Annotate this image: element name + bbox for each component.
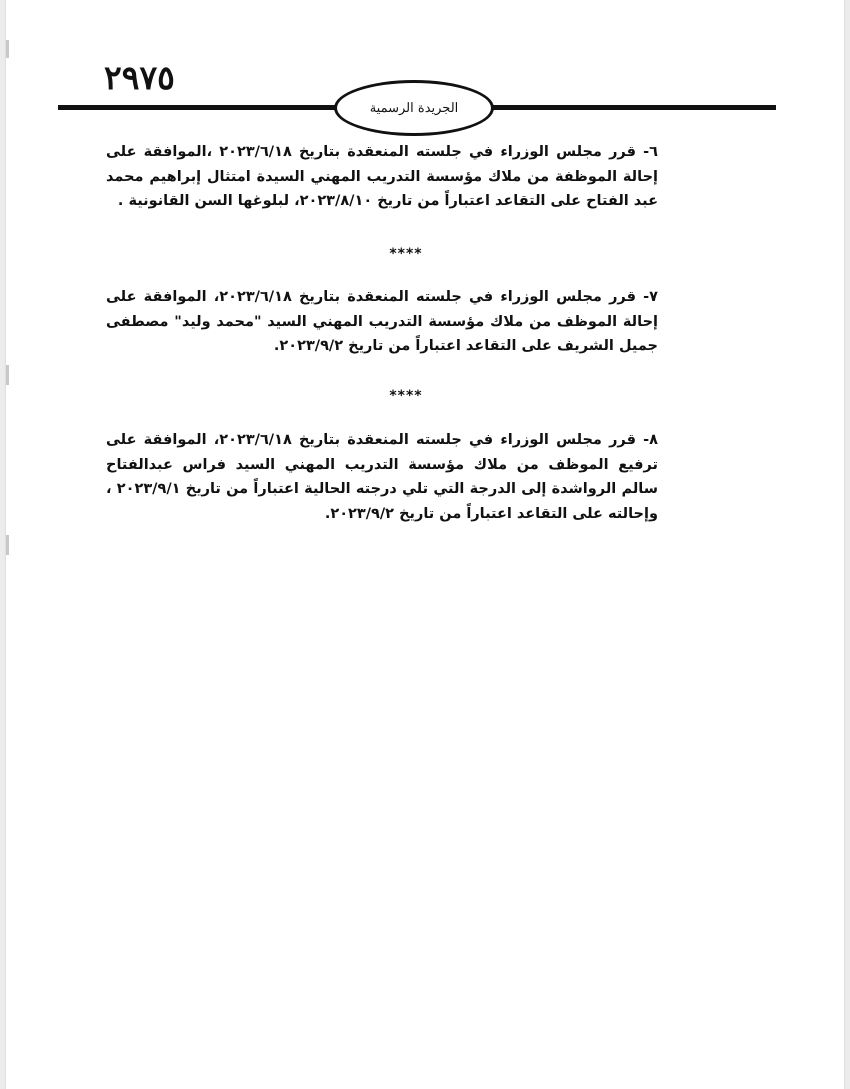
document-page (6, 0, 844, 1089)
masthead-oval (334, 80, 494, 136)
decision-paragraph: ٧- قرر مجلس الوزراء في جلسته المنعقدة بتاريخ ٢٠٢٣/٦/١٨، الموافقة على إحالة الموظف من ملاك مؤسسة التدريب المهني السيد "محمد وليد" مصطفى جميل الشريف على التقاعد اعتباراً من تاريخ ٢٠٢٣/٩/٢. (106, 289, 658, 354)
page-edge-marker (6, 365, 9, 385)
page-edge-marker (6, 535, 9, 555)
decision-paragraph: ٦- قرر مجلس الوزراء في جلسته المنعقدة بتاريخ ٢٠٢٣/٦/١٨ ،الموافقة على إحالة الموظفة من ملاك مؤسسة التدريب المهني السيدة امتثال إبراهيم محمد عبد الفتاح على التقاعد اعتباراً من تاريخ ٢٠٢٣/٨/١٠، لبلوغها السن القانونية . (106, 144, 658, 209)
section-separator: **** (389, 246, 423, 262)
section-separator: **** (389, 388, 423, 404)
page-number: ٢٩٧٥ (104, 58, 175, 97)
masthead-title: الجريدة الرسمية (369, 100, 459, 116)
decision-paragraph: ٨- قرر مجلس الوزراء في جلسته المنعقدة بتاريخ ٢٠٢٣/٦/١٨، الموافقة على ترفيع الموظف من ملاك مؤسسة التدريب المهني السيد فراس عبدالفتاح سالم الرواشدة إلى الدرجة التي تلي درجته الحالية اعتباراً من تاريخ ٢٠٢٣/٩/١ ، وإحالته على التقاعد اعتباراً من تاريخ ٢٠٢٣/٩/٢. (106, 432, 659, 522)
page-edge-marker (6, 40, 9, 58)
